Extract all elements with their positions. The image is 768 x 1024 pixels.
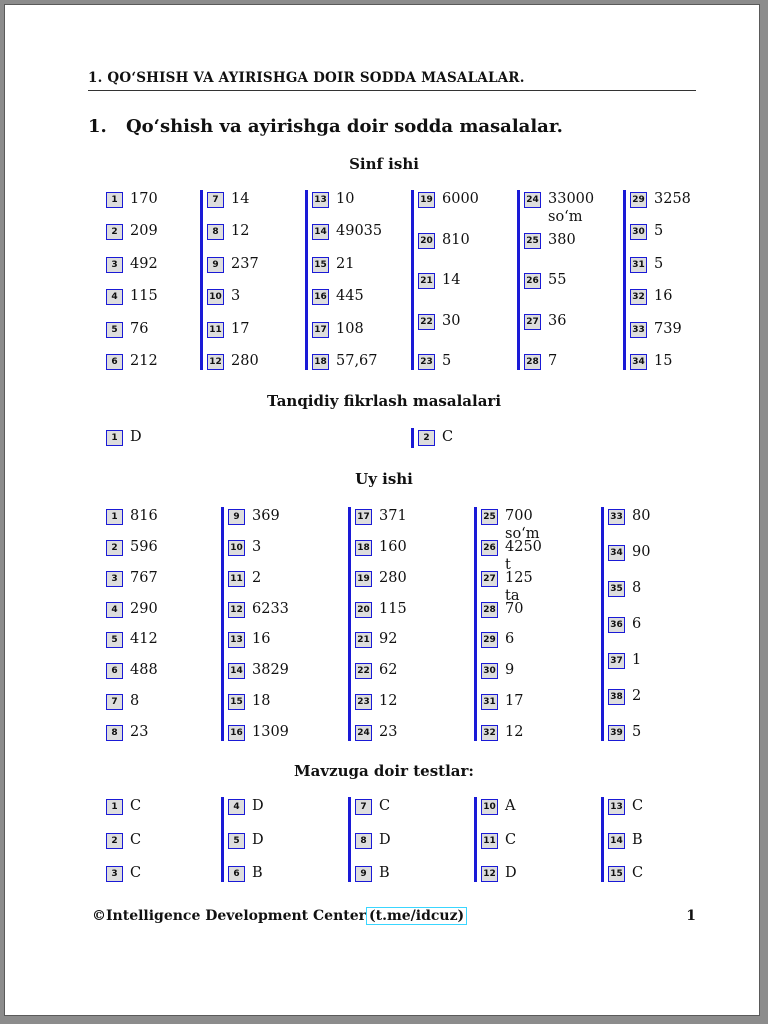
answer-item — [106, 797, 141, 815]
question-number-badge: 20 — [418, 233, 435, 249]
answer-value: 17 — [505, 693, 524, 709]
question-number-badge: 15 — [312, 257, 329, 273]
question-number-badge: 17 — [355, 509, 372, 525]
answer-value: D — [252, 832, 264, 848]
answer-item — [207, 352, 259, 370]
answer-item — [630, 320, 682, 338]
answer-item — [207, 287, 240, 305]
answer-value: 92 — [379, 631, 398, 647]
answer-item — [106, 287, 158, 305]
question-number-badge: 1 — [106, 430, 123, 446]
answer-value: 209 — [130, 223, 158, 239]
question-number-badge: 13 — [608, 799, 625, 815]
question-number-badge: 16 — [312, 289, 329, 305]
answer-column — [348, 507, 407, 741]
answer-item — [355, 538, 407, 556]
answer-column — [474, 507, 542, 741]
question-number-badge: 19 — [418, 192, 435, 208]
heading-uy-ishi: Uy ishi — [355, 470, 413, 488]
answer-item — [355, 507, 407, 525]
answer-item — [630, 222, 663, 240]
answer-value: 492 — [130, 256, 158, 272]
answer-item — [355, 864, 390, 882]
answer-item — [106, 352, 158, 370]
question-number-badge: 23 — [418, 354, 435, 370]
answer-value: 14 — [442, 272, 461, 288]
answer-value: 170 — [130, 191, 158, 207]
answer-value: D — [379, 832, 391, 848]
answer-item — [207, 190, 249, 208]
question-number-badge: 28 — [524, 354, 541, 370]
question-number-badge: 26 — [524, 273, 541, 289]
answer-value: 4250 t — [505, 539, 542, 573]
page-footer — [92, 907, 696, 925]
answer-value: 369 — [252, 508, 280, 524]
answer-value: 90 — [632, 544, 651, 560]
answer-item — [481, 723, 523, 741]
answer-value: 290 — [130, 601, 158, 617]
answer-column — [411, 428, 454, 448]
answer-item — [312, 190, 354, 208]
answer-value: 237 — [231, 256, 259, 272]
question-number-badge: 31 — [481, 694, 498, 710]
answer-item — [228, 661, 289, 679]
question-number-badge: 7 — [106, 694, 123, 710]
question-number-badge: 3 — [106, 866, 123, 882]
answer-item — [228, 600, 289, 618]
answer-column — [601, 797, 644, 882]
answer-item — [481, 864, 517, 882]
answer-item — [228, 723, 289, 741]
answer-item — [106, 190, 158, 208]
question-number-badge: 10 — [207, 289, 224, 305]
answer-item — [608, 831, 643, 849]
answer-value: 3258 — [654, 191, 691, 207]
answer-item — [355, 600, 407, 618]
question-number-badge: 2 — [106, 540, 123, 556]
answer-item — [608, 723, 641, 741]
answer-item — [106, 320, 148, 338]
answer-item — [207, 320, 249, 338]
answer-item — [481, 661, 514, 679]
answer-item — [524, 312, 566, 330]
answer-value: 16 — [252, 631, 271, 647]
running-head: 1. QO‘SHISH VA AYIRISHGA DOIR SODDA MASALALAR. — [88, 70, 696, 91]
answer-column — [474, 797, 517, 882]
answer-value: 767 — [130, 570, 158, 586]
question-number-badge: 22 — [355, 663, 372, 679]
answer-value: 14 — [231, 191, 250, 207]
question-number-badge: 8 — [355, 833, 372, 849]
answer-value: B — [632, 832, 643, 848]
answer-value: 12 — [231, 223, 250, 239]
answer-value: 700 so‘m — [505, 508, 540, 542]
answer-value: 2 — [252, 570, 262, 586]
question-number-badge: 7 — [207, 192, 224, 208]
answer-item — [355, 797, 390, 815]
answer-item — [355, 661, 397, 679]
question-number-badge: 31 — [630, 257, 647, 273]
question-number-badge: 15 — [228, 694, 245, 710]
answer-value: 5 — [632, 724, 642, 740]
question-number-badge: 4 — [106, 602, 123, 618]
answer-value: C — [505, 832, 517, 848]
answer-item — [418, 231, 470, 249]
question-number-badge: 14 — [312, 224, 329, 240]
answer-column — [623, 190, 691, 370]
answer-item — [418, 312, 460, 330]
answer-item — [228, 630, 270, 648]
answer-value: 62 — [379, 662, 398, 678]
answer-value: C — [632, 798, 644, 814]
question-number-badge: 33 — [630, 322, 647, 338]
question-number-badge: 17 — [312, 322, 329, 338]
answer-column — [221, 507, 289, 741]
answer-value: D — [252, 798, 264, 814]
answer-item — [355, 630, 397, 648]
question-number-badge: 19 — [355, 571, 372, 587]
answer-item — [312, 320, 364, 338]
answer-value: 280 — [231, 353, 259, 369]
answer-value: 108 — [336, 321, 364, 337]
answer-value: C — [632, 865, 644, 881]
answer-item — [355, 692, 397, 710]
answer-value: D — [130, 429, 142, 445]
answer-value: 57,67 — [336, 353, 378, 369]
answer-item — [106, 661, 158, 679]
heading-tanqidiy: Tanqidiy fikrlash masalalari — [266, 392, 502, 410]
answer-value: A — [505, 798, 516, 814]
question-number-badge: 3 — [106, 571, 123, 587]
question-number-badge: 34 — [608, 545, 625, 561]
question-number-badge: 24 — [524, 192, 541, 208]
answer-item — [228, 569, 261, 587]
answer-item — [524, 352, 557, 370]
answer-item — [608, 797, 643, 815]
question-number-badge: 33 — [608, 509, 625, 525]
question-number-badge: 13 — [312, 192, 329, 208]
question-number-badge: 11 — [481, 833, 498, 849]
answer-value: B — [379, 865, 390, 881]
question-number-badge: 9 — [207, 257, 224, 273]
answer-value: 3829 — [252, 662, 289, 678]
question-number-badge: 10 — [481, 799, 498, 815]
answer-item — [524, 190, 594, 226]
answer-item — [481, 831, 516, 849]
answer-value: 12 — [379, 693, 398, 709]
page-title — [88, 116, 563, 137]
answer-value: 7 — [548, 353, 558, 369]
answer-value: 76 — [130, 321, 149, 337]
heading-sinf-ishi: Sinf ishi — [349, 155, 419, 173]
answer-item — [608, 543, 650, 561]
question-number-badge: 27 — [481, 571, 498, 587]
answer-item — [481, 600, 523, 618]
answer-value: 33000 so‘m — [548, 191, 595, 225]
question-number-badge: 29 — [630, 192, 647, 208]
answer-value: 5 — [654, 223, 664, 239]
question-number-badge: 11 — [207, 322, 224, 338]
answer-value: 212 — [130, 353, 158, 369]
answer-item — [608, 507, 650, 525]
answer-value: 380 — [548, 232, 576, 248]
question-number-badge: 15 — [608, 866, 625, 882]
question-number-badge: 21 — [355, 632, 372, 648]
answer-item — [106, 538, 158, 556]
question-number-badge: 1 — [106, 509, 123, 525]
answer-item — [312, 222, 382, 240]
answer-value: 10 — [336, 191, 355, 207]
answer-column — [305, 190, 383, 370]
page-title-text: Qo‘shish va ayirishga doir sodda masalalar. — [126, 116, 563, 137]
answer-value: 30 — [442, 313, 461, 329]
answer-value: 8 — [130, 693, 140, 709]
question-number-badge: 29 — [481, 632, 498, 648]
copyright-text: ©Intelligence Development Center — [92, 908, 366, 924]
answer-value: 36 — [548, 313, 567, 329]
answer-value: 115 — [379, 601, 407, 617]
question-number-badge: 12 — [228, 602, 245, 618]
answer-value: 6000 — [442, 191, 479, 207]
answer-value: 739 — [654, 321, 682, 337]
question-number-badge: 2 — [418, 430, 435, 446]
question-number-badge: 20 — [355, 602, 372, 618]
heading-testlar: Mavzuga doir testlar: — [294, 762, 474, 780]
answer-value: C — [442, 429, 454, 445]
answer-value: 6233 — [252, 601, 289, 617]
question-number-badge: 36 — [608, 617, 625, 633]
answer-item — [228, 831, 264, 849]
question-number-badge: 11 — [228, 571, 245, 587]
answer-value: 21 — [336, 256, 355, 272]
answer-item — [608, 687, 641, 705]
answer-item — [481, 630, 514, 648]
answer-item — [312, 287, 364, 305]
question-number-badge: 18 — [355, 540, 372, 556]
question-number-badge: 2 — [106, 833, 123, 849]
answer-item — [355, 723, 397, 741]
question-number-badge: 13 — [228, 632, 245, 648]
answer-item — [106, 255, 158, 273]
answer-item — [106, 831, 141, 849]
answer-item — [106, 630, 158, 648]
question-number-badge: 1 — [106, 799, 123, 815]
answer-value: 280 — [379, 570, 407, 586]
answer-item — [355, 831, 391, 849]
answer-value: 18 — [252, 693, 271, 709]
answer-column — [348, 797, 391, 882]
answer-value: B — [252, 865, 263, 881]
question-number-badge: 25 — [524, 233, 541, 249]
answer-column — [221, 797, 264, 882]
answer-item — [106, 864, 141, 882]
answer-value: 1309 — [252, 724, 289, 740]
question-number-badge: 14 — [608, 833, 625, 849]
answer-value: 810 — [442, 232, 470, 248]
answer-value: 6 — [505, 631, 515, 647]
answer-item — [228, 538, 261, 556]
answer-value: 17 — [231, 321, 250, 337]
answer-value: 15 — [654, 353, 673, 369]
answer-item — [481, 797, 515, 815]
answer-item — [418, 190, 479, 208]
question-number-badge: 30 — [481, 663, 498, 679]
answer-item — [524, 231, 576, 249]
question-number-badge: 30 — [630, 224, 647, 240]
answer-value: 1 — [632, 652, 642, 668]
question-number-badge: 26 — [481, 540, 498, 556]
answer-item — [481, 692, 523, 710]
answer-column — [200, 190, 259, 370]
answer-column — [517, 190, 595, 370]
answer-value: 80 — [632, 508, 651, 524]
answer-item — [106, 222, 158, 240]
answer-value: 23 — [379, 724, 398, 740]
answer-item — [106, 600, 158, 618]
answer-value: 488 — [130, 662, 158, 678]
answer-item — [106, 428, 142, 446]
answer-value: 12 — [505, 724, 524, 740]
question-number-badge: 6 — [228, 866, 245, 882]
answer-value: 5 — [654, 256, 664, 272]
answer-item — [312, 255, 354, 273]
answer-item — [228, 692, 270, 710]
answer-item — [608, 651, 641, 669]
question-number-badge: 12 — [481, 866, 498, 882]
question-number-badge: 1 — [106, 192, 123, 208]
telegram-link[interactable]: (t.me/idcuz) — [366, 907, 467, 925]
answer-item — [630, 190, 691, 208]
question-number-badge: 12 — [207, 354, 224, 370]
question-number-badge: 8 — [106, 725, 123, 741]
answer-item — [106, 723, 148, 741]
answer-value: C — [130, 865, 142, 881]
question-number-badge: 35 — [608, 581, 625, 597]
answer-item — [418, 271, 460, 289]
question-number-badge: 22 — [418, 314, 435, 330]
answer-value: 3 — [231, 288, 241, 304]
answer-column — [411, 190, 479, 370]
answer-value: C — [130, 832, 142, 848]
question-number-badge: 21 — [418, 273, 435, 289]
question-number-badge: 5 — [106, 632, 123, 648]
answer-value: D — [505, 865, 517, 881]
question-number-badge: 6 — [106, 663, 123, 679]
question-number-badge: 16 — [228, 725, 245, 741]
answer-value: 2 — [632, 688, 642, 704]
answer-value: 371 — [379, 508, 407, 524]
answer-item — [418, 428, 453, 446]
question-number-badge: 4 — [228, 799, 245, 815]
answer-item — [418, 352, 451, 370]
question-number-badge: 38 — [608, 689, 625, 705]
question-number-badge: 25 — [481, 509, 498, 525]
answer-value: 5 — [442, 353, 452, 369]
question-number-badge: 8 — [207, 224, 224, 240]
question-number-badge: 39 — [608, 725, 625, 741]
question-number-badge: 28 — [481, 602, 498, 618]
answer-value: C — [130, 798, 142, 814]
question-number-badge: 2 — [106, 224, 123, 240]
question-number-badge: 14 — [228, 663, 245, 679]
answer-value: 49035 — [336, 223, 383, 239]
answer-value: 412 — [130, 631, 158, 647]
question-number-badge: 9 — [355, 866, 372, 882]
page-number: 1 — [686, 908, 696, 924]
answer-item — [630, 287, 672, 305]
answer-item — [355, 569, 407, 587]
answer-item — [608, 864, 643, 882]
answer-value: 445 — [336, 288, 364, 304]
answer-item — [207, 255, 259, 273]
answer-item — [312, 352, 378, 370]
answer-value: 3 — [252, 539, 262, 555]
page-title-number: 1. — [88, 116, 107, 137]
question-number-badge: 10 — [228, 540, 245, 556]
answer-value: C — [379, 798, 391, 814]
answer-value: 8 — [632, 580, 642, 596]
answer-item — [106, 692, 139, 710]
answer-item — [608, 615, 641, 633]
answer-value: 55 — [548, 272, 567, 288]
question-number-badge: 32 — [481, 725, 498, 741]
answer-value: 125 ta — [505, 570, 533, 604]
answer-item — [630, 352, 672, 370]
question-number-badge: 27 — [524, 314, 541, 330]
answer-item — [608, 579, 641, 597]
answer-value: 160 — [379, 539, 407, 555]
answer-value: 70 — [505, 601, 524, 617]
answer-column — [601, 507, 651, 741]
answer-value: 23 — [130, 724, 149, 740]
answer-item — [228, 864, 263, 882]
question-number-badge: 32 — [630, 289, 647, 305]
answer-item — [106, 569, 158, 587]
question-number-badge: 18 — [312, 354, 329, 370]
answer-value: 9 — [505, 662, 515, 678]
question-number-badge: 3 — [106, 257, 123, 273]
question-number-badge: 7 — [355, 799, 372, 815]
question-number-badge: 24 — [355, 725, 372, 741]
answer-item — [228, 797, 264, 815]
answer-value: 6 — [632, 616, 642, 632]
question-number-badge: 4 — [106, 289, 123, 305]
answer-value: 115 — [130, 288, 158, 304]
answer-item — [207, 222, 249, 240]
answer-item — [228, 507, 280, 525]
question-number-badge: 6 — [106, 354, 123, 370]
answer-item — [106, 507, 158, 525]
question-number-badge: 5 — [106, 322, 123, 338]
question-number-badge: 5 — [228, 833, 245, 849]
answer-value: 816 — [130, 508, 158, 524]
question-number-badge: 34 — [630, 354, 647, 370]
question-number-badge: 23 — [355, 694, 372, 710]
question-number-badge: 37 — [608, 653, 625, 669]
answer-value: 16 — [654, 288, 673, 304]
question-number-badge: 9 — [228, 509, 245, 525]
answer-value: 596 — [130, 539, 158, 555]
answer-item — [630, 255, 663, 273]
answer-item — [524, 271, 566, 289]
